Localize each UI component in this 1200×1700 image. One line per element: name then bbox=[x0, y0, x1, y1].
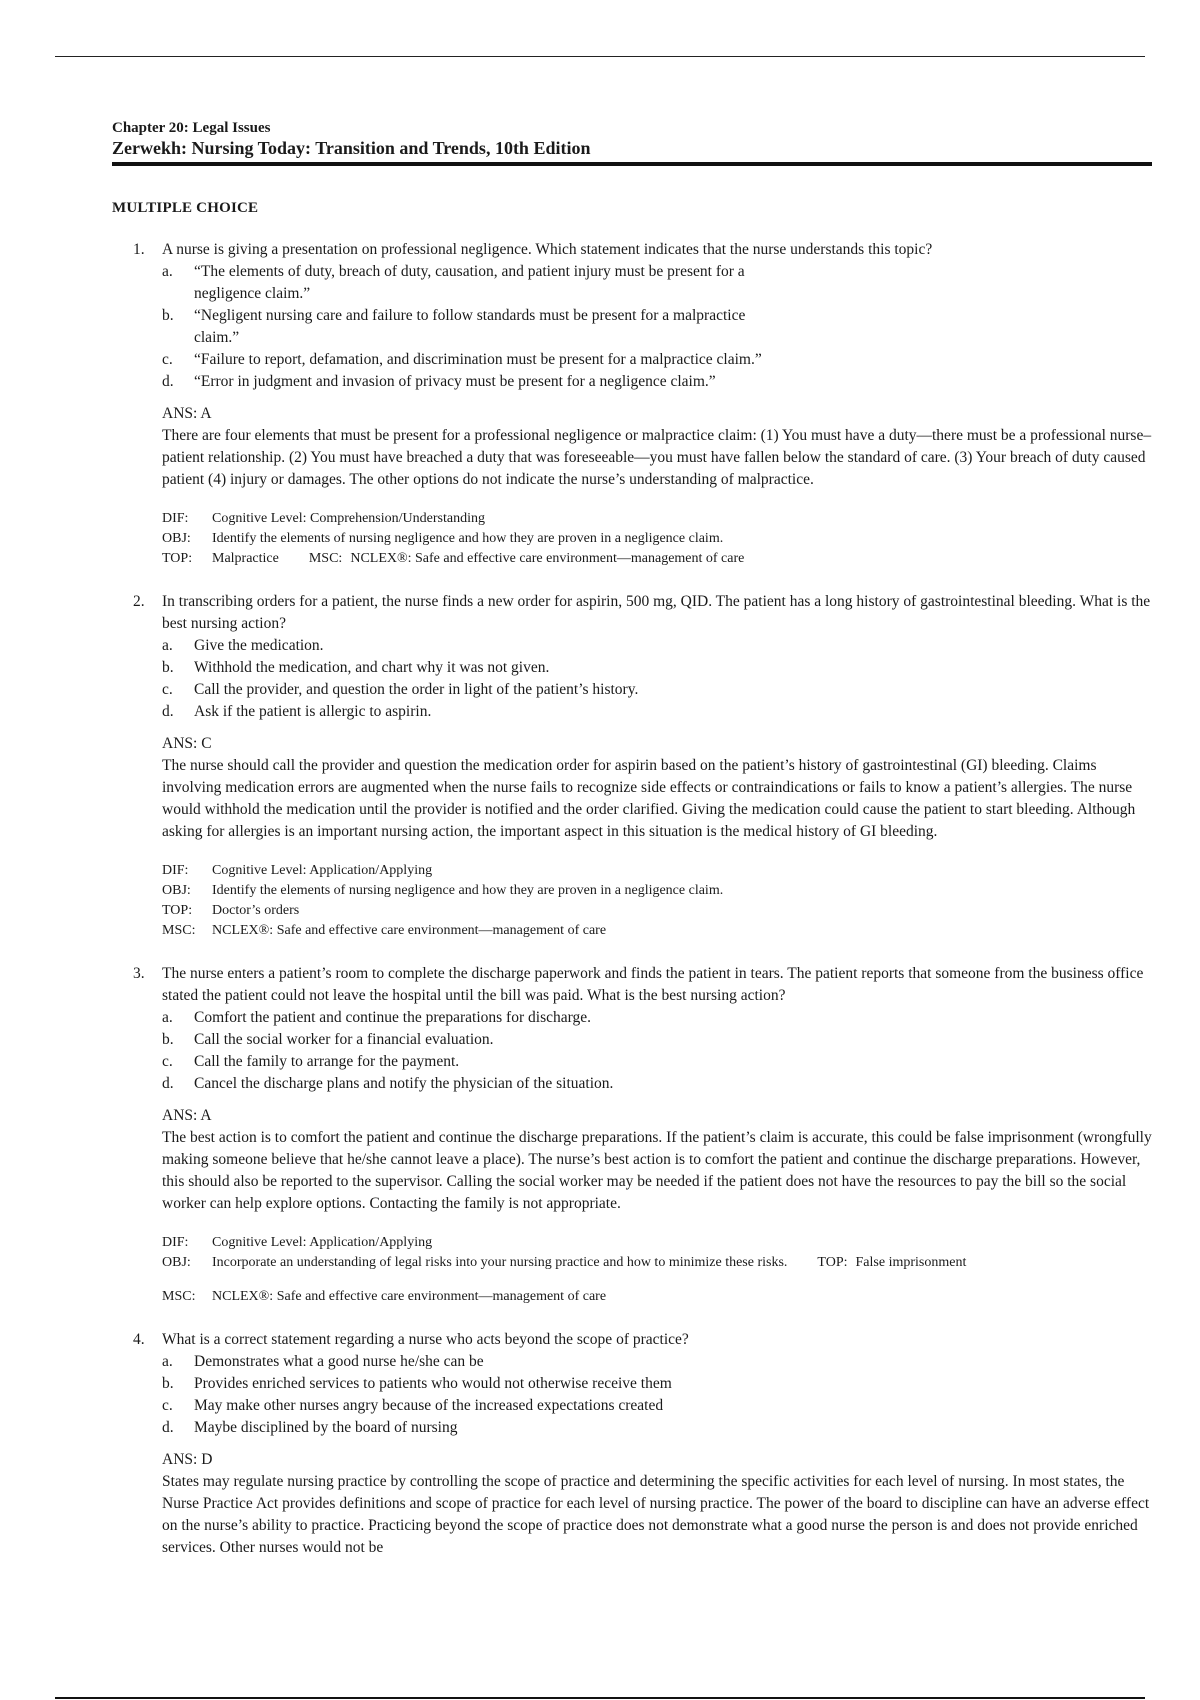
top-label: TOP: bbox=[162, 551, 193, 566]
option-text: “The elements of duty, breach of duty, causation, and patient injury must be present for a negligence claim.” bbox=[194, 263, 745, 302]
option-c bbox=[162, 349, 784, 371]
option-letter: b. bbox=[162, 1031, 174, 1048]
question-2 bbox=[112, 591, 1152, 941]
top-rule bbox=[55, 56, 1145, 57]
obj-value: Identify the elements of nursing negligence and how they are proven in a negligence claim. bbox=[212, 883, 724, 898]
question-number: 2. bbox=[133, 593, 145, 610]
question-4 bbox=[112, 1329, 1152, 1559]
answer-key: ANS: A bbox=[162, 1107, 212, 1124]
option-letter: a. bbox=[162, 263, 173, 280]
option-text: Demonstrates what a good nurse he/she can be bbox=[194, 1353, 484, 1370]
question-metadata bbox=[162, 861, 1152, 941]
msc-label: MSC: bbox=[308, 551, 343, 566]
msc-label: MSC: bbox=[162, 1289, 196, 1304]
question-3 bbox=[112, 963, 1152, 1307]
options-list bbox=[162, 635, 1152, 723]
option-letter: d. bbox=[162, 1075, 174, 1092]
question-stem: The nurse enters a patient’s room to complete the discharge paperwork and finds the patient in tears. The patient reports that someone from the business office stated the patient could not leave the hospital until the bill was paid. What is the best nursing action? bbox=[162, 965, 1144, 1004]
option-text: Comfort the patient and continue the preparations for discharge. bbox=[194, 1009, 591, 1026]
option-letter: c. bbox=[162, 1397, 173, 1414]
option-letter: d. bbox=[162, 373, 174, 390]
question-number: 1. bbox=[133, 241, 145, 258]
obj-label: OBJ: bbox=[162, 1255, 191, 1270]
document-page bbox=[112, 118, 1152, 1581]
question-stem: A nurse is giving a presentation on professional negligence. Which statement indicates that the nurse understands this topic? bbox=[162, 241, 933, 258]
option-letter: d. bbox=[162, 703, 174, 720]
obj-label: OBJ: bbox=[162, 531, 191, 546]
msc-value: NCLEX®: Safe and effective care environment—management of care bbox=[350, 551, 745, 566]
option-b bbox=[162, 1029, 1152, 1051]
option-text: Call the social worker for a financial evaluation. bbox=[194, 1031, 494, 1048]
option-letter: a. bbox=[162, 1353, 173, 1370]
option-c bbox=[162, 1051, 1152, 1073]
obj-label: OBJ: bbox=[162, 883, 191, 898]
options-list bbox=[162, 1007, 1152, 1095]
option-a bbox=[162, 261, 784, 305]
option-text: Withhold the medication, and chart why it was not given. bbox=[194, 659, 550, 676]
msc-value: NCLEX®: Safe and effective care environment—management of care bbox=[212, 923, 607, 938]
top-label: TOP: bbox=[817, 1255, 848, 1270]
option-letter: a. bbox=[162, 1009, 173, 1026]
option-d bbox=[162, 701, 1152, 723]
option-text: “Negligent nursing care and failure to follow standards must be present for a malpractice claim.” bbox=[194, 307, 746, 346]
option-a bbox=[162, 1351, 1152, 1373]
option-letter: b. bbox=[162, 659, 174, 676]
book-title: Zerwekh: Nursing Today: Transition and Trends, 10th Edition bbox=[112, 136, 1152, 166]
options-list bbox=[162, 261, 1152, 393]
option-text: Ask if the patient is allergic to aspirin. bbox=[194, 703, 432, 720]
question-stem: In transcribing orders for a patient, the nurse finds a new order for aspirin, 500 mg, QID. The patient has a long history of gastrointestinal bleeding. What is the best nursing action? bbox=[162, 593, 1151, 632]
top-value: Malpractice bbox=[212, 551, 279, 566]
option-text: “Failure to report, defamation, and discrimination must be present for a malpractice claim.” bbox=[194, 351, 762, 368]
option-d bbox=[162, 1073, 1152, 1095]
question-metadata bbox=[162, 509, 1152, 569]
obj-value: Incorporate an understanding of legal risks into your nursing practice and how to minimize these risks. bbox=[212, 1255, 788, 1270]
option-text: Cancel the discharge plans and notify the physician of the situation. bbox=[194, 1075, 614, 1092]
option-text: Maybe disciplined by the board of nursing bbox=[194, 1419, 458, 1436]
option-letter: c. bbox=[162, 681, 173, 698]
option-c bbox=[162, 1395, 1152, 1417]
top-value: Doctor’s orders bbox=[212, 903, 300, 918]
option-letter: d. bbox=[162, 1419, 174, 1436]
option-text: Call the provider, and question the order in light of the patient’s history. bbox=[194, 681, 639, 698]
rationale: The best action is to comfort the patient and continue the discharge preparations. If the patient’s claim is accurate, this could be false imprisonment (wrongfully making someone believe that he/she cannot leave a place). The nurse’s best action is to comfort the patient and continue the discharge preparations. However, this should also be reported to the supervisor. Calling the social worker may be needed if the patient does not have the resources to pay the bill so the social worker can help explore options. Contacting the family is not appropriate. bbox=[162, 1129, 1152, 1212]
top-value: False imprisonment bbox=[855, 1255, 967, 1270]
question-number: 3. bbox=[133, 965, 145, 982]
option-text: Provides enriched services to patients who would not otherwise receive them bbox=[194, 1375, 672, 1392]
obj-value: Identify the elements of nursing negligence and how they are proven in a negligence claim. bbox=[212, 531, 724, 546]
dif-value: Cognitive Level: Application/Applying bbox=[212, 863, 433, 878]
option-letter: a. bbox=[162, 637, 173, 654]
msc-label: MSC: bbox=[162, 923, 196, 938]
section-heading: MULTIPLE CHOICE bbox=[112, 200, 259, 216]
question-number: 4. bbox=[133, 1331, 145, 1348]
option-letter: c. bbox=[162, 1053, 173, 1070]
answer-key: ANS: A bbox=[162, 405, 212, 422]
question-metadata bbox=[162, 1233, 1152, 1307]
rationale: States may regulate nursing practice by controlling the scope of practice and determining the specific activities for each level of nursing. In most states, the Nurse Practice Act provides definitions and scope of practice for each level of nursing practice. The power of the board to discipline can have an adverse effect on the nurse’s ability to practice. Practicing beyond the scope of practice does not demonstrate what a good nurse the person is and does not provide enriched services. Other nurses would not be bbox=[162, 1473, 1150, 1556]
option-letter: b. bbox=[162, 307, 174, 324]
bottom-rule bbox=[55, 1697, 1145, 1699]
dif-label: DIF: bbox=[162, 1235, 189, 1250]
option-c bbox=[162, 679, 1152, 701]
dif-label: DIF: bbox=[162, 863, 189, 878]
dif-value: Cognitive Level: Comprehension/Understanding bbox=[212, 511, 485, 526]
options-list bbox=[162, 1351, 1152, 1439]
option-a bbox=[162, 1007, 1152, 1029]
option-d bbox=[162, 371, 784, 393]
question-stem: What is a correct statement regarding a nurse who acts beyond the scope of practice? bbox=[162, 1331, 689, 1348]
option-letter: c. bbox=[162, 351, 173, 368]
option-text: Give the medication. bbox=[194, 637, 324, 654]
option-d bbox=[162, 1417, 1152, 1439]
dif-value: Cognitive Level: Application/Applying bbox=[212, 1235, 433, 1250]
question-1 bbox=[112, 239, 1152, 569]
chapter-title: Chapter 20: Legal Issues bbox=[112, 120, 271, 136]
rationale: There are four elements that must be present for a professional negligence or malpractice claim: (1) You must have a duty—there must be a professional nurse–patient relationship. (2) You must have breached a duty that was foreseeable—you must have fallen below the standard of care. (3) Your breach of duty caused patient (4) injury or damages. The other options do not indicate the nurse’s understanding of malpractice. bbox=[162, 427, 1152, 488]
answer-key: ANS: C bbox=[162, 735, 212, 752]
option-b bbox=[162, 657, 1152, 679]
top-label: TOP: bbox=[162, 903, 193, 918]
option-letter: b. bbox=[162, 1375, 174, 1392]
option-text: May make other nurses angry because of the increased expectations created bbox=[194, 1397, 664, 1414]
option-text: “Error in judgment and invasion of privacy must be present for a negligence claim.” bbox=[194, 373, 716, 390]
option-b bbox=[162, 305, 784, 349]
answer-key: ANS: D bbox=[162, 1451, 213, 1468]
rationale: The nurse should call the provider and question the medication order for aspirin based on the patient’s history of gastrointestinal (GI) bleeding. Claims involving medication errors are augmented when the nurse fails to recognize side effects or contraindications or fails to know a patient’s allergies. The nurse would withhold the medication until the provider is notified and the order clarified. Giving the medication could cause the patient to start bleeding. Although asking for allergies is an important nursing action, the important aspect in this situation is the medical history of GI bleeding. bbox=[162, 757, 1136, 840]
dif-label: DIF: bbox=[162, 511, 189, 526]
option-text: Call the family to arrange for the payment. bbox=[194, 1053, 460, 1070]
option-a bbox=[162, 635, 1152, 657]
msc-value: NCLEX®: Safe and effective care environment—management of care bbox=[212, 1289, 607, 1304]
option-b bbox=[162, 1373, 1152, 1395]
